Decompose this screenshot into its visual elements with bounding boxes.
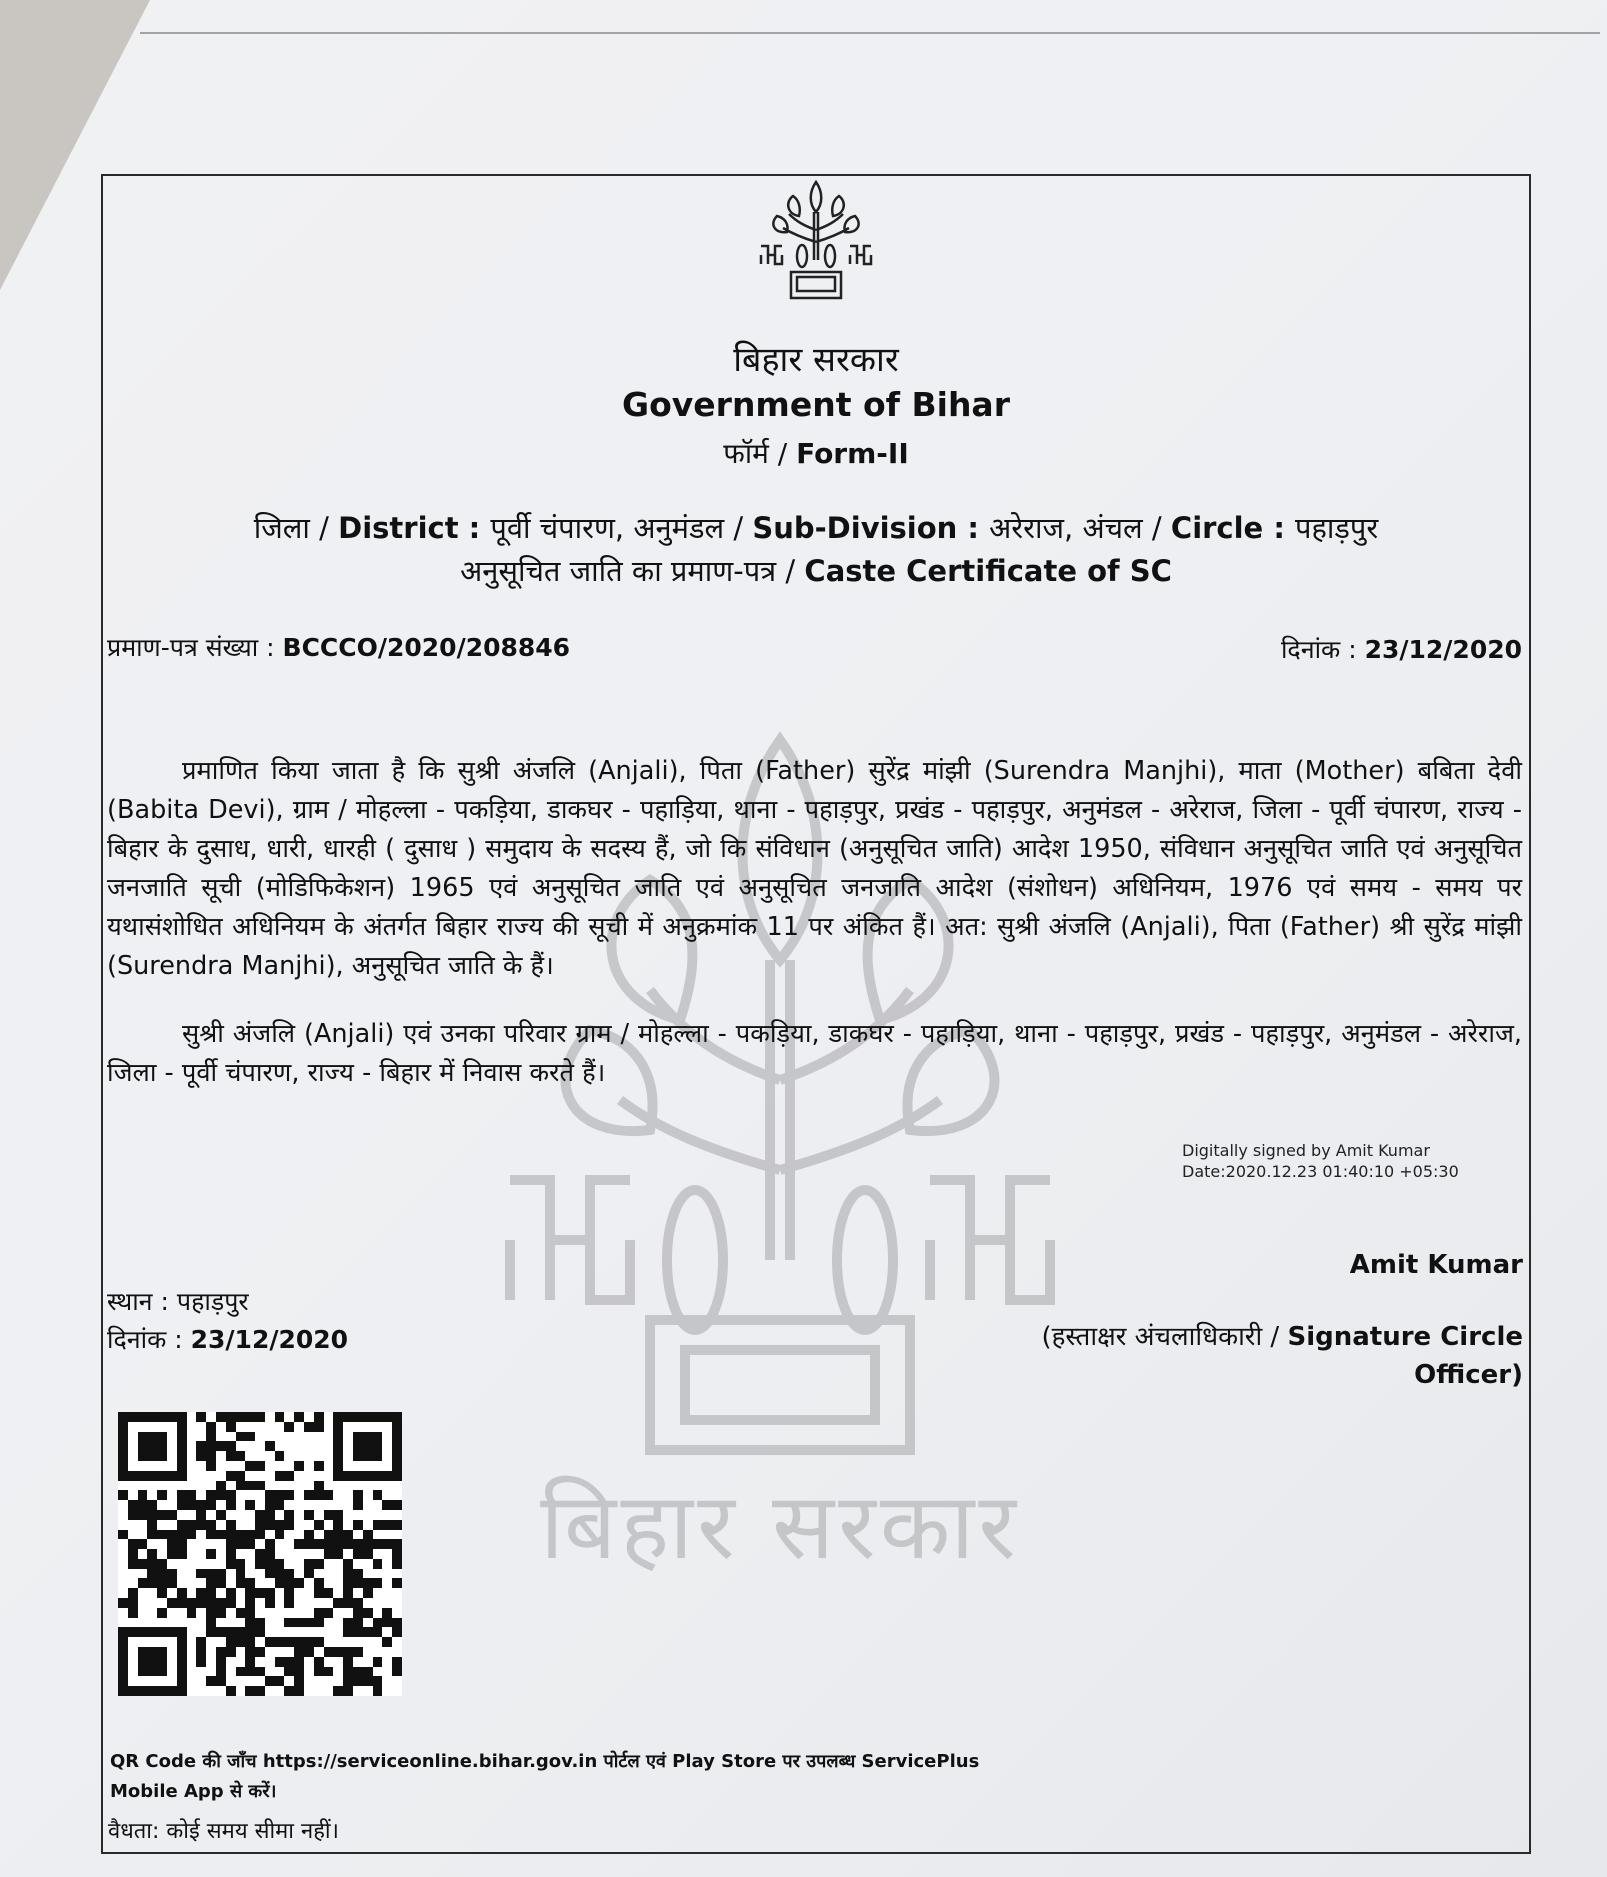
place-value: पहाड़पुर bbox=[176, 1287, 249, 1316]
signatory-role-hindi: (हस्ताक्षर अंचलाधिकारी / bbox=[1041, 1322, 1288, 1352]
qr-note-line-2: Mobile App से करें। bbox=[110, 1781, 277, 1802]
digital-signature-stamp bbox=[1182, 1140, 1459, 1182]
certificate-body-paragraph-2: सुश्री अंजलि (Anjali) एवं उनका परिवार ग्राम / मोहल्ला - पकड़िया, डाकघर - पहाड़िया, थाना - पहाड़पुर, प्रखंड - पहाड़पुर, अनुमंडल - अरेराज, जिला - पूर्वी चंपारण, राज्य - बिहार में निवास करते हैं। bbox=[107, 1019, 1522, 1088]
issue-date bbox=[1281, 632, 1522, 666]
scanned-edge-strip bbox=[140, 10, 1600, 34]
district-label: District : bbox=[338, 511, 491, 545]
signatory-role bbox=[1003, 1318, 1523, 1394]
certificate-title-english: Caste Certificate of SC bbox=[804, 554, 1172, 588]
circle-value: पहाड़पुर bbox=[1295, 511, 1379, 545]
form-number bbox=[101, 434, 1531, 472]
footer-date-label: दिनांक : bbox=[107, 1325, 191, 1354]
subdivision-label-hindi: अनुमंडल / bbox=[633, 511, 753, 545]
qr-verification-note bbox=[110, 1747, 1010, 1807]
issue-date-value: 23/12/2020 bbox=[1364, 635, 1522, 664]
certificate-body-paragraph-1: प्रमाणित किया जाता है कि सुश्री अंजलि (Anjali), पिता (Father) सुरेंद्र मांझी (Surendra Manjhi), माता (Mother) बबिता देवी (Babita Devi), ग्राम / मोहल्ला - पकड़िया, डाकघर - पहाड़िया, थाना - पहाड़पुर, प्रखंड - पहाड़पुर, अनुमंडल - अरेराज, जिला - पूर्वी चंपारण, राज्य - बिहार के दुसाध, धारी, धारही ( दुसाध ) समुदाय के सदस्य हैं, जो कि संविधान (अनुसूचित जाति) आदेश 1950, संविधान अनुसूचित जाति एवं अनुसूचित जनजाति सूची (मोडिफिकेशन) 1965 एवं अनुसूचित जाति एवं अनुसूचित जनजाति आदेश (संशोधन) अधिनियम, 1976 एवं समय - समय पर यथासंशोधित अधिनियम के अंतर्गत बिहार राज्य की सूची में अनुक्रमांक 11 पर अंकित हैं। अत: सुश्री अंजलि (Anjali), पिता (Father) श्री सुरेंद्र मांझी (Surendra Manjhi), अनुसूचित जाति के हैं। bbox=[107, 756, 1522, 981]
signatory-name: Amit Kumar bbox=[1349, 1250, 1523, 1280]
hindi-govt-title: बिहार सरकार bbox=[733, 340, 899, 380]
digital-signature-date: Date:2020.12.23 01:40:10 +05:30 bbox=[1182, 1162, 1459, 1181]
district-value: पूर्वी चंपारण, bbox=[490, 511, 634, 545]
certificate-number bbox=[107, 630, 570, 664]
validity-note: वैधता: कोई समय सीमा नहीं। bbox=[108, 1819, 339, 1844]
verification-qr-code bbox=[118, 1412, 402, 1696]
place-label: स्थान : bbox=[107, 1287, 177, 1316]
form-label-hindi: फॉर्म / bbox=[723, 437, 797, 470]
english-govt-title: Government of Bihar bbox=[622, 385, 1010, 424]
footer-date bbox=[107, 1322, 348, 1356]
district-label-hindi: जिला / bbox=[253, 511, 339, 545]
place bbox=[107, 1284, 249, 1318]
form-label-english: Form-II bbox=[796, 437, 909, 470]
subdivision-value: अरेराज, bbox=[989, 511, 1083, 545]
circle-label: Circle : bbox=[1170, 511, 1296, 545]
qr-note-line-1: QR Code की जाँच https://serviceonline.bihar.gov.in पोर्टल एवं Play Store पर उपलब्ध ServicePlus bbox=[110, 1751, 980, 1772]
certificate-number-label: प्रमाण-पत्र संख्या : bbox=[107, 633, 283, 662]
circle-label-hindi: अंचल / bbox=[1082, 511, 1171, 545]
certificate-title-hindi: अनुसूचित जाति का प्रमाण-पत्र / bbox=[460, 554, 805, 588]
certificate-title bbox=[101, 551, 1531, 590]
jurisdiction-line bbox=[101, 508, 1531, 547]
certificate-number-value: BCCCO/2020/208846 bbox=[282, 633, 571, 662]
footer-date-value: 23/12/2020 bbox=[190, 1325, 349, 1354]
issue-date-label: दिनांक : bbox=[1280, 635, 1365, 664]
bihar-emblem-icon bbox=[757, 176, 875, 302]
signatory-role-english: Signature Circle Officer) bbox=[1287, 1322, 1523, 1390]
digital-signature-signer: Digitally signed by Amit Kumar bbox=[1182, 1141, 1430, 1160]
subdivision-label: Sub-Division : bbox=[752, 511, 990, 545]
